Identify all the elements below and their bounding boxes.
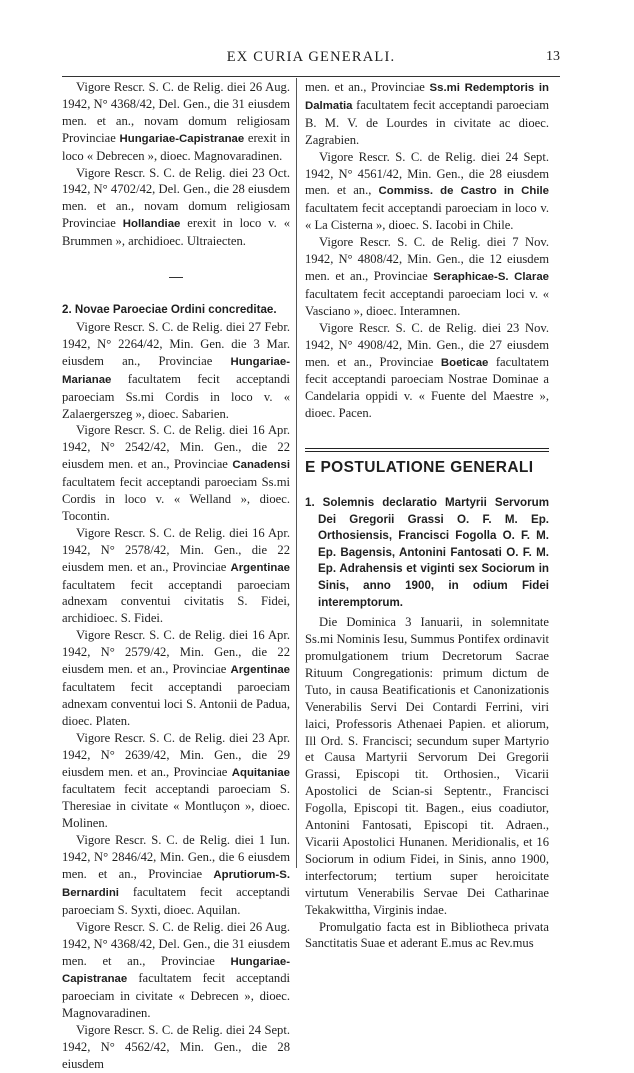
province-name: Argentinae [230, 561, 290, 574]
right-column [305, 79, 549, 952]
paragraph-parish: Vigore Rescr. S. C. de Relig. diei 16 Apr. 1942, N° 2542/42, Min. Gen., die 22 eiusdem men. et an., Provinciae Canadensi facultatem fecit acceptandi paroeciam Ss.mi Cordis in loco v. « Welland », dioec. Tocontin. [62, 423, 290, 523]
paragraph-promulgation-place: Promulgatio facta est in Bibliotheca privata Sanctitatis Suae et aderant E.mus ac Rev.mus [305, 919, 549, 951]
province-name: Hungariae-Capistranae [119, 132, 245, 145]
page-number: 13 [546, 49, 560, 64]
item-heading-martyrdom: 1. Solemnis declaratio Martyrii Servorum Dei Gregorii Grassi O. F. M. Ep. Orthosiensis, Francisci Fogolla O. F. M. Ep. Bagensis, Antonini Fantosati O. F. M. Ep. Adrahensis et viginti sex Sociorum in Sinis, anno 1900, in odium Fidei interemptorum. [305, 496, 549, 609]
paragraph-parish: Vigore Rescr. S. C. de Relig. diei 16 Apr. 1942, N° 2578/42, Min. Gen., die 22 eiusdem men. et an., Provinciae Argentinae facultatem fecit acceptandi paroeciam adnexam conventui civitatis S. Fidei, archidioec. S. Fidei. [62, 525, 290, 626]
paragraph-promulgation: Die Dominica 3 Ianuarii, in solemnitate Ss.mi Nominis Iesu, Summus Pontifex ordinavit promulgationem trium Decretorum Sacrae Rituum Congregationis: primum dictum de Tuto, in causa Beatificationis et Canonizationis Venerabilis Servi Dei Contardi Ferrini, viri laici, Professoris Athenaei Papien. et aliorum, Ill Ord. S. Francisci; secundum super Martyrio et Causa Martyrii Servorum Dei Gregorii Grassi, Episcopi tit. Orthosien., Vicarii Apostolici de Scian-si Septentr., Francisci Fogolla, Episcopi tit. Bagen., eius coadiutor, Antonini Fantosati, Episcopi tit. Adraen., Vicarii Apostolici Hunanen. Meridionalis, et 16 Sociorum in odium Fidei, in Sinis, anno 1900, interfectorum; tertium super heroicitate virtutum Venerabilis Servae Dei Catharinae Tekakwittha, Virginis indae. [305, 615, 549, 917]
province-name: Aquitaniae [231, 766, 290, 779]
paragraph-parish: Vigore Rescr. S. C. de Relig. diei 24 Sept. 1942, N° 4561/42, Min. Gen., die 28 eiusdem men. et an., Commiss. de Castro in Chile facultatem fecit acceptandi paroeciam in loco v. « La Cisterna », dioec. S. Iacobi in Chile. [305, 149, 549, 233]
province-name: Hollandiae [122, 218, 181, 231]
paragraph-new-house-brummen: Vigore Rescr. S. C. de Relig. diei 23 Oct. 1942, N° 4702/42, Del. Gen., die 28 eiusdem men. et an., novam domum religiosam Provinciae Hollandiae erexit in loco v. « Brummen », archidioec. Ultraiecten. [62, 165, 290, 249]
section-separator [169, 277, 183, 278]
paragraph-new-house-debrecen: Vigore Rescr. S. C. de Relig. diei 26 Aug. 1942, N° 4368/42, Del. Gen., die 31 eiusdem men. et an., novam domum religiosam Provinciae Hungariae-Capistranae erexit in loco « Debrecen », dioec. Magnovaradinen. [62, 80, 290, 163]
province-name: Canadensi [232, 459, 290, 472]
paragraph-parish: Vigore Rescr. S. C. de Relig. diei 1 Iun. 1942, N° 2846/42, Min. Gen., die 6 eiusdem men. et an., Provinciae Aprutiorum-S. Bernardini facultatem fecit acceptandi paroeciam S. Syxti, dioec. Aquilan. [62, 833, 290, 917]
province-name: Hungariae-Marianae [62, 355, 290, 386]
column-divider [296, 78, 297, 868]
province-name: Argentinae [230, 664, 290, 677]
section-heading-postulation: E POSTULATIONE GENERALI [305, 448, 549, 477]
province-name: Seraphicae-S. Clarae [433, 270, 549, 283]
paragraph-parish: Vigore Rescr. S. C. de Relig. diei 7 Nov. 1942, N° 4808/42, Min. Gen., die 12 eiusdem men. et an., Provinciae Seraphicae-S. Clarae facultatem fecit acceptandi paroeciam loci v. « Vasciano », dioec. Interamnen. [305, 235, 549, 318]
paragraph-parish-continued: men. et an., Provinciae Ss.mi Redemptoris in Dalmatia facultatem fecit acceptandi paroeciam B. M. V. de Lourdes in civitate ac dioec. Zagrabien. [305, 80, 550, 147]
paragraph-parish: Vigore Rescr. S. C. de Relig. diei 16 Apr. 1942, N° 2579/42, Min. Gen., die 22 eiusdem men. et an., Provinciae Argentinae facultatem fecit acceptandi paroeciam adnexam conventui loci S. Antonii de Padua, dioec. Platen. [62, 628, 290, 728]
province-name: Commiss. de Castro in Chile [378, 185, 549, 198]
province-name: Boeticae [440, 356, 489, 369]
left-column [62, 79, 290, 1073]
paragraph-parish: Vigore Rescr. S. C. de Relig. diei 24 Sept. 1942, N° 4562/42, Min. Gen., die 28 eiusdem [62, 1023, 290, 1071]
paragraph-parish: Vigore Rescr. S. C. de Relig. diei 23 Apr. 1942, N° 2639/42, Min. Gen., die 29 eiusdem men. et an., Provinciae Aquitaniae facultatem fecit acceptandi paroeciam S. Theresiae in civitate « Montluçon », dioec. Molinen. [62, 730, 290, 831]
province-name: Hungariae-Capistranae [62, 955, 290, 986]
paragraph-parish: Vigore Rescr. S. C. de Relig. diei 26 Aug. 1942, N° 4368/42, Del. Gen., die 31 eiusdem men. et an., Provinciae Hungariae-Capistranae facultatem fecit acceptandi paroeciam in civitate « Debrecen », dioec. Magnovaradinen. [62, 919, 290, 1021]
province-name: Aprutiorum-S. Bernardini [62, 868, 290, 899]
header-rule [62, 76, 560, 77]
running-head [62, 49, 560, 69]
paragraph-parish: Vigore Rescr. S. C. de Relig. diei 27 Febr. 1942, N° 2264/42, Min. Gen. die 3 Mar. eiusdem an., Provinciae Hungariae-Marianae facultatem fecit acceptandi paroeciam Ss.mi Cordis in loco v. « Zalaergerszeg », dioec. Sabarien. [62, 319, 290, 421]
paragraph-parish: Vigore Rescr. S. C. de Relig. diei 23 Nov. 1942, N° 4908/42, Min. Gen., die 27 eiusdem men. et an., Provinciae Boeticae facultatem fecit acceptandi paroeciam Nostrae Dominae a Candelaria oppidi v. « Fuente del Maestre », dioec. Pacen. [305, 320, 549, 421]
province-name: Ss.mi Redemptoris in Dalmatia [305, 82, 550, 112]
section-heading-new-parishes: 2. Novae Paroeciae Ordini concreditae. [62, 303, 277, 317]
running-title: EX CURIA GENERALI. [226, 49, 396, 65]
